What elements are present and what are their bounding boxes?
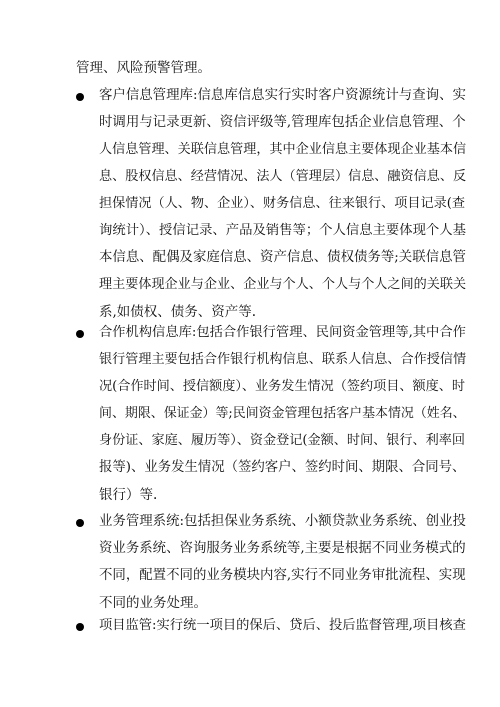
bullet-icon [76, 519, 84, 527]
item-1-line-6: 询统计）、授信记录、产品及销售等；个人信息主要体现个人基 [99, 223, 466, 238]
item-1-line-3: 人信息管理、关联信息管理，其中企业信息主要体现企业基本信 [99, 142, 467, 157]
item-3-line-3: 不同，配置不同的业务模块内容,实行不同业务审批流程、实现 [99, 568, 466, 583]
item-2-line-5: 身份证、家庭、履历等）、资金登记(金额、时间、银行、利率回 [99, 433, 466, 448]
item-1-line-7: 本信息、配偶及家庭信息、资产信息、债权债务等;关联信息管 [99, 250, 466, 265]
item-4-line-1: 项目监管:实行统一项目的保后、贷后、投后监督管理,项目核查 [99, 618, 466, 633]
item-1-line-9: 系,如债权、债务、资产等. [99, 304, 257, 320]
bullet-icon [76, 93, 84, 101]
item-3-line-2: 资业务系统、咨询服务业务系统等,主要是根据不同业务模式的 [99, 541, 466, 556]
item-2-line-1: 合作机构信息库:包括合作银行管理、民间资金管理等,其中合作 [99, 325, 466, 340]
item-3-line-4: 不同的业务处理。 [99, 595, 207, 611]
item-1-line-5: 担保情况（人、物、企业）、财务信息、往来银行、项目记录(查 [99, 196, 466, 211]
item-1-line-4: 息、股权信息、经营情况、法人（管理层）信息、融资信息、反 [99, 169, 467, 184]
item-2-line-3: 况(合作时间、授信额度）、业务发生情况（签约项目、额度、时 [99, 379, 466, 394]
item-1-line-2: 时调用与记录更新、资信评级等,管理库包括企业信息管理、个 [99, 115, 466, 130]
item-2-line-6: 报等)、业务发生情况（签约客户、签约时间、期限、合同号、 [99, 460, 466, 475]
item-2-line-4: 间、期限、保证金）等;民间资金管理包括客户基本情况（姓名、 [99, 406, 466, 421]
bullet-icon [76, 330, 84, 338]
lead-line: 管理、风险预警管理。 [76, 60, 211, 76]
item-2-line-2: 银行管理主要包括合作银行机构信息、联系人信息、合作授信情 [99, 352, 467, 367]
item-2-line-7: 银行）等. [99, 487, 158, 503]
item-1-line-1: 客户信息管理库:信息库信息实行实时客户资源统计与查询、实 [99, 88, 466, 103]
item-1-line-8: 理主要体现企业与企业、企业与个人、个人与个人之间的关联关 [99, 277, 467, 292]
bullet-icon [76, 623, 84, 631]
item-3-line-1: 业务管理系统:包括担保业务系统、小额贷款业务系统、创业投 [99, 514, 466, 529]
